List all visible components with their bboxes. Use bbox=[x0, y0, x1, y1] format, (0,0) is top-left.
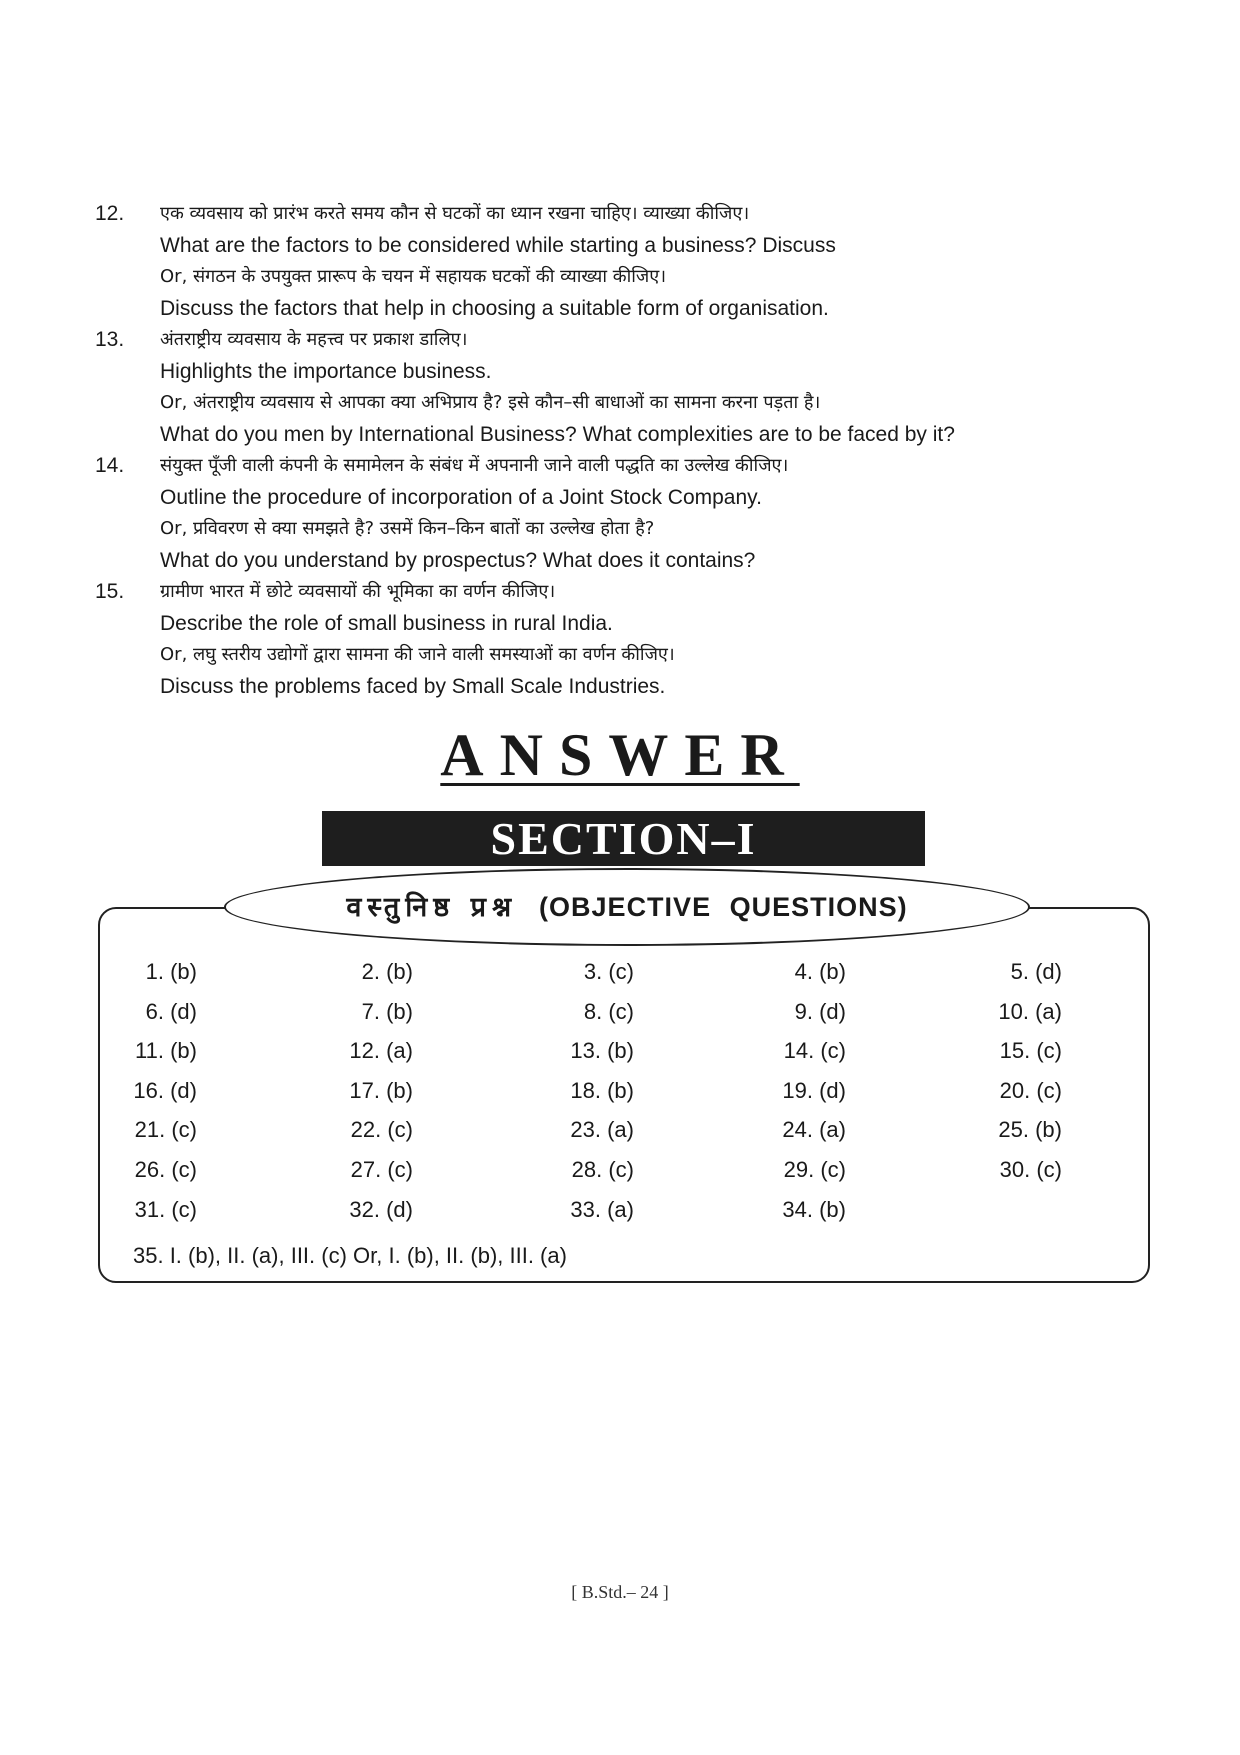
answer-item: 17. (b) bbox=[349, 1077, 413, 1103]
answer-35: 35. I. (b), II. (a), III. (c) Or, I. (b), II. (b), III. (a) bbox=[133, 1243, 567, 1268]
section-heading: SECTION–I bbox=[322, 811, 925, 866]
answer-item: 20. (c) bbox=[999, 1077, 1062, 1103]
answer-item: 14. (c) bbox=[783, 1038, 846, 1064]
question-or-english: What do you men by International Business? What complexities are to be faced by it? bbox=[160, 422, 955, 446]
answer-item: 34. (b) bbox=[782, 1196, 846, 1222]
answer-item: 33. (a) bbox=[570, 1196, 634, 1222]
answer-item: 4. (b) bbox=[794, 959, 846, 984]
questions-list bbox=[95, 198, 1155, 702]
answer-item: 10. (a) bbox=[998, 998, 1062, 1024]
answer-item: 15. (c) bbox=[999, 1038, 1062, 1064]
answer-item: 19. (d) bbox=[782, 1077, 846, 1103]
question-text-english: Outline the procedure of incorporation of a Joint Stock Company. bbox=[160, 485, 762, 509]
answer-item: 18. (b) bbox=[570, 1077, 634, 1103]
question-or-hindi: Or, प्रविवरण से क्या समझते है? उसमें किन–किन बातों का उल्लेख होता है? bbox=[160, 518, 655, 539]
answer-item: 25. (b) bbox=[998, 1117, 1062, 1143]
answer-item: 13. (b) bbox=[570, 1038, 634, 1064]
answer-heading bbox=[0, 720, 1240, 790]
answer-item: 31. (c) bbox=[134, 1196, 197, 1222]
question-13 bbox=[95, 324, 1155, 450]
question-or-hindi: Or, अंतराष्ट्रीय व्यवसाय से आपका क्या अभिप्राय है? इसे कौन–सी बाधाओं का सामना करना पड़ता है। bbox=[160, 392, 821, 413]
answer-item: 27. (c) bbox=[350, 1157, 413, 1182]
question-12 bbox=[95, 198, 1155, 324]
answer-item: 7. (b) bbox=[361, 998, 413, 1024]
question-or-english: Discuss the factors that help in choosing a suitable form of organisation. bbox=[160, 296, 829, 320]
question-number: 15. bbox=[95, 580, 125, 603]
page-footer: [ B.Std.– 24 ] bbox=[571, 1582, 669, 1602]
answer-item: 6. (d) bbox=[145, 998, 197, 1024]
question-text-hindi: ग्रामीण भारत में छोटे व्यवसायों की भूमिका का वर्णन कीजिए। bbox=[160, 581, 556, 602]
answer-item: 5. (d) bbox=[1010, 959, 1062, 984]
question-or-hindi: Or, लघु स्तरीय उद्योगों द्वारा सामना की जाने वाली समस्याओं का वर्णन कीजिए। bbox=[160, 644, 675, 665]
answer-item: 32. (d) bbox=[349, 1196, 413, 1222]
answer-item: 11. (b) bbox=[135, 1038, 197, 1064]
answer-item: 30. (c) bbox=[999, 1157, 1062, 1182]
question-number: 13. bbox=[95, 328, 125, 351]
question-text-english: What are the factors to be considered while starting a business? Discuss bbox=[160, 233, 836, 257]
question-text-english: Highlights the importance business. bbox=[160, 359, 492, 383]
answer-item: 21. (c) bbox=[134, 1117, 197, 1143]
question-text-english: Describe the role of small business in rural India. bbox=[160, 611, 613, 635]
answer-item: 1. (b) bbox=[145, 959, 197, 984]
answer-item: 12. (a) bbox=[349, 1038, 413, 1064]
answer-item: 9. (d) bbox=[794, 998, 846, 1024]
question-or-english: What do you understand by prospectus? What does it contains? bbox=[160, 548, 756, 572]
question-text-hindi: संयुक्त पूँजी वाली कंपनी के समामेलन के संबंध में अपनानी जाने वाली पद्धति का उल्लेख कीजिए। bbox=[160, 455, 789, 476]
answer-item: 23. (a) bbox=[570, 1117, 634, 1143]
answer-item: 2. (b) bbox=[361, 959, 413, 984]
objective-heading-hindi: वस्तुनिष्ठ प्रश्न bbox=[346, 892, 518, 923]
question-number: 12. bbox=[95, 202, 125, 225]
question-number: 14. bbox=[95, 454, 125, 477]
question-15 bbox=[95, 576, 1155, 702]
answer-item: 24. (a) bbox=[782, 1117, 846, 1143]
answer-item: 29. (c) bbox=[783, 1157, 846, 1182]
question-14 bbox=[95, 450, 1155, 576]
answer-item: 16. (d) bbox=[133, 1077, 197, 1103]
objective-heading-oval bbox=[224, 868, 1030, 946]
question-or-hindi: Or, संगठन के उपयुक्त प्रारूप के चयन में सहायक घटकों की व्याख्या कीजिए। bbox=[160, 266, 667, 287]
answer-item: 26. (c) bbox=[134, 1157, 197, 1182]
answer-item: 3. (c) bbox=[583, 959, 634, 984]
answer-item: 8. (c) bbox=[583, 998, 634, 1024]
answer-heading-text: ANSWER bbox=[440, 722, 800, 788]
question-text-hindi: अंतराष्ट्रीय व्यवसाय के महत्त्व पर प्रकाश डालिए। bbox=[160, 329, 468, 350]
question-text-hindi: एक व्यवसाय को प्रारंभ करते समय कौन से घटकों का ध्यान रखना चाहिए। व्याख्या कीजिए। bbox=[160, 203, 750, 224]
answer-item: 28. (c) bbox=[571, 1157, 634, 1182]
answer-item: 22. (c) bbox=[350, 1117, 413, 1143]
objective-heading-english: (OBJECTIVE QUESTIONS) bbox=[539, 892, 908, 922]
question-or-english: Discuss the problems faced by Small Scale Industries. bbox=[160, 674, 666, 698]
